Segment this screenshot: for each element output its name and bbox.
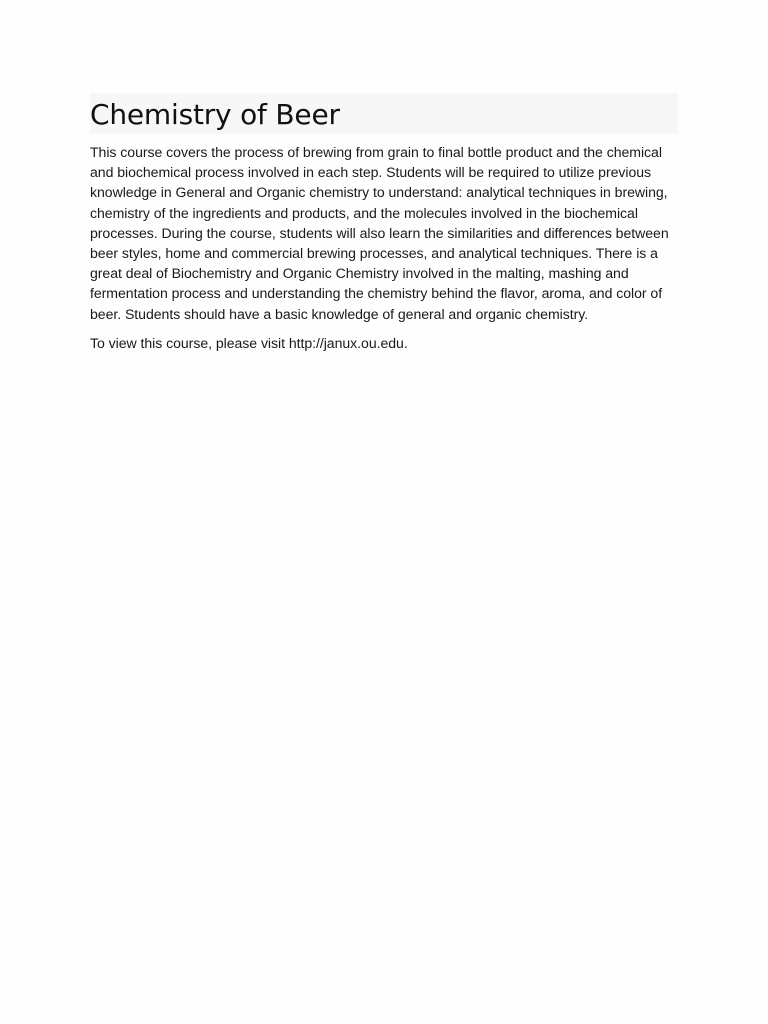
course-link-text: To view this course, please visit http://janux.ou.edu. bbox=[90, 334, 408, 351]
page-title: Chemistry of Beer bbox=[90, 97, 340, 131]
course-description: This course covers the process of brewing from grain to final bottle product and the chemical and biochemical process involved in each step. Students will be required to utilize previous knowledge in General and Organic chemistry to understand: analytical techniques in brewing, chemistry of the ingredients and products, and the molecules involved in the biochemical processes. During the course, students will also learn the similarities and differences between beer styles, home and commercial brewing processes, and analytical techniques. There is a great deal of Biochemistry and Organic Chemistry involved in the malting, mashing and fermentation process and understanding the chemistry behind the flavor, aroma, and color of beer. Students should have a basic knowledge of general and organic chemistry. bbox=[90, 144, 669, 322]
document-page bbox=[90, 93, 678, 362]
title-bar bbox=[90, 93, 678, 134]
